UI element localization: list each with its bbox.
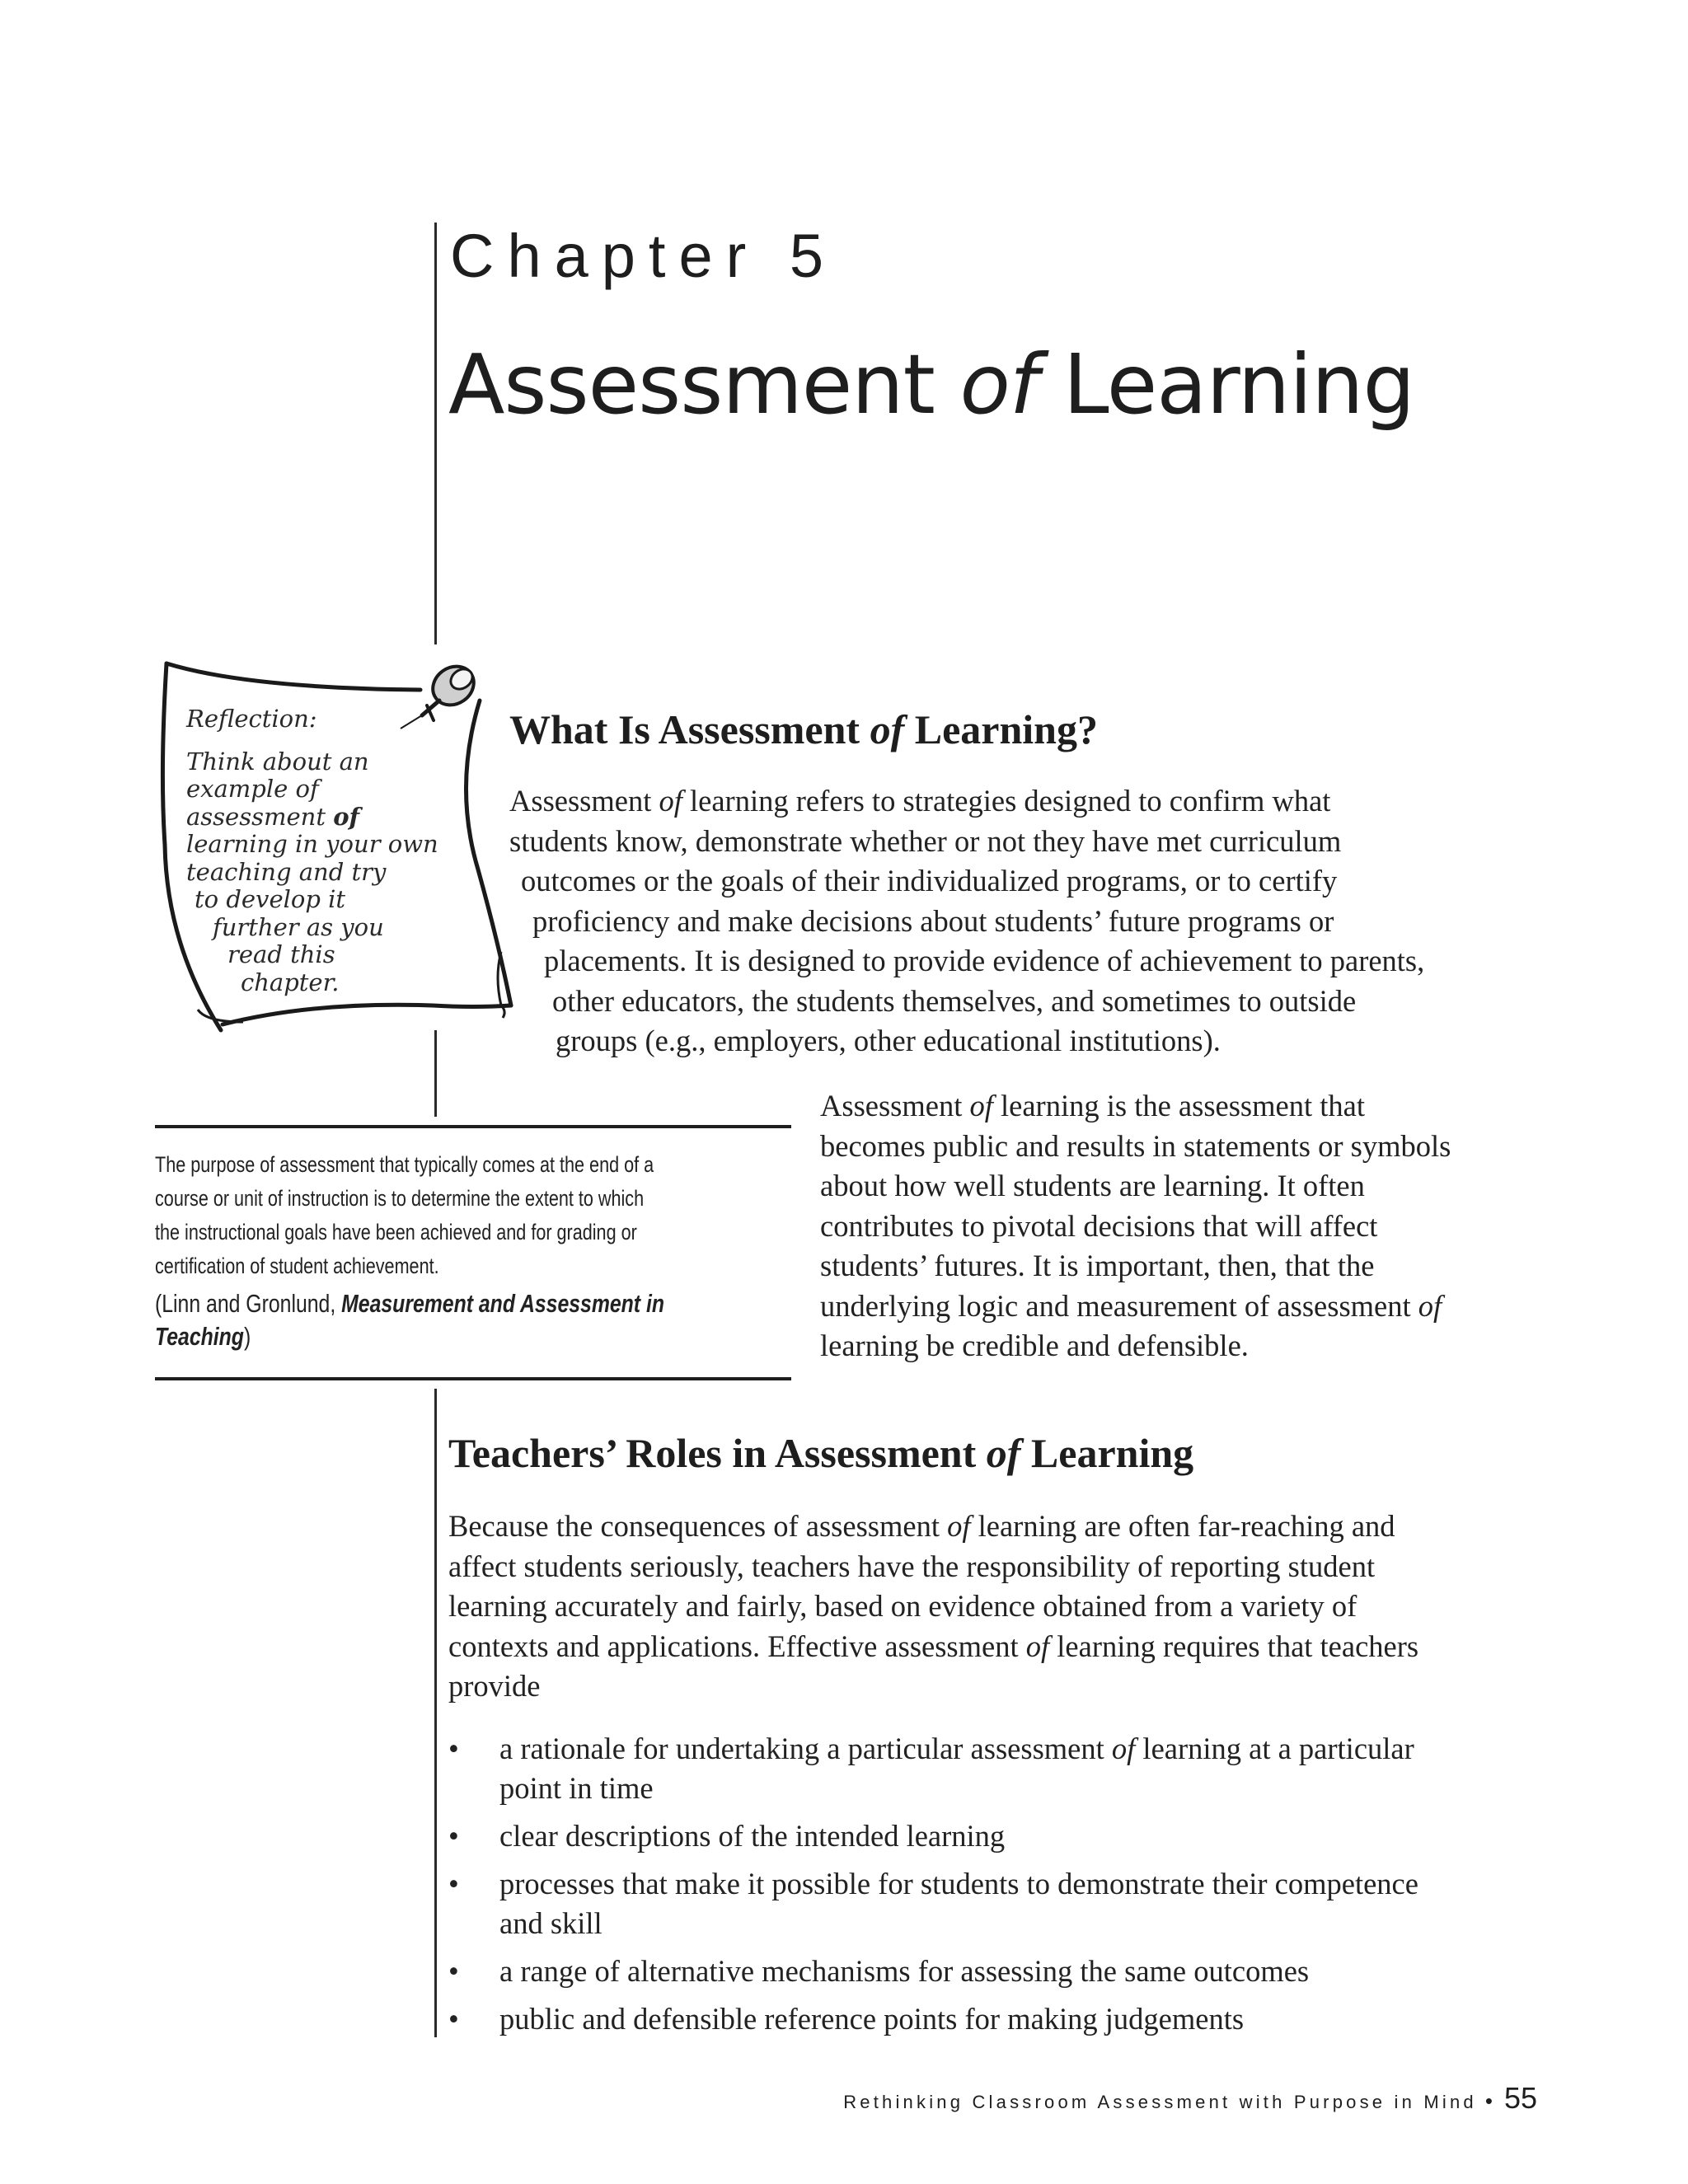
reflection-line: Think about an (186, 747, 369, 776)
bullet-icon: • (448, 1819, 459, 1853)
text-line: learning be credible and defensible. (820, 1329, 1249, 1362)
footer-title: Rethinking Classroom Assessment with Purpose in Mind (843, 2092, 1477, 2112)
list-item (448, 1816, 1418, 1856)
text-line: Assessment of learning refers to strategies designed to confirm what (509, 784, 1331, 818)
list-item-text: a rationale for undertaking a particular assessment of learning at a particular (499, 1732, 1414, 1765)
reflection-line: assessment of (186, 802, 360, 831)
list-item-text: a range of alternative mechanisms for assessing the same outcomes (499, 1954, 1310, 1988)
vertical-rule-bottom (434, 1389, 437, 2037)
text-line: contexts and applications. Effective assessment of learning requires that teachers (448, 1629, 1419, 1663)
list-item-text: public and defensible reference points for making judgements (499, 2002, 1245, 2036)
list-item-text: processes that make it possible for students to demonstrate their competence (499, 1867, 1418, 1900)
list-item (448, 1999, 1418, 2039)
section-heading-what-is: What Is Assessment of Learning? (509, 706, 1098, 752)
text-line: provide (448, 1669, 541, 1703)
citation-line: Teaching) (155, 1322, 251, 1351)
reflection-line: teaching and try (186, 857, 387, 886)
citation-line: (Linn and Gronlund, Measurement and Assessment in (155, 1289, 664, 1318)
quote-line: The purpose of assessment that typically comes at the end of a (155, 1152, 654, 1177)
reflection-line: learning in your own (186, 830, 438, 858)
bullet-icon: • (448, 1867, 459, 1900)
text-line: proficiency and make decisions about students’ future programs or (532, 903, 1334, 938)
text-line: students know, demonstrate whether or not they have met curriculum (509, 823, 1342, 858)
list-item-text: clear descriptions of the intended learning (499, 1819, 1006, 1853)
bullet-icon: • (448, 1732, 459, 1765)
section-heading-teachers-roles: Teachers’ Roles in Assessment of Learning (448, 1430, 1194, 1476)
list-item-text: point in time (499, 1771, 654, 1805)
quote-line: the instructional goals have been achieved and for grading or (155, 1220, 637, 1244)
text-line: underlying logic and measurement of assessment of (820, 1288, 1442, 1323)
text-line: Assessment of learning is the assessment that (820, 1089, 1365, 1122)
quote-citation (155, 1287, 664, 1353)
text-line: placements. It is designed to provide evidence of achievement to parents, (544, 944, 1425, 977)
quote-line: certification of student achievement. (155, 1254, 439, 1278)
reflection-line: further as you (213, 912, 384, 941)
page-number: 55 (1503, 2081, 1537, 2115)
bullet-icon: • (448, 1954, 459, 1988)
list-item (448, 1729, 1418, 1808)
section1-paragraph-2 (820, 1086, 1451, 1366)
page-footer (843, 2081, 1537, 2116)
text-line: becomes public and results in statements or symbols (820, 1128, 1451, 1163)
list-item (448, 1952, 1418, 1991)
text-line: students’ futures. It is important, then, that the (820, 1249, 1375, 1282)
footer-separator: • (1484, 2088, 1493, 2113)
text-line: affect students seriously, teachers have the responsibility of reporting student (448, 1549, 1376, 1583)
vertical-rule-middle (434, 1030, 437, 1117)
reflection-line: Reflection: (186, 705, 317, 733)
reflection-line: chapter. (241, 968, 340, 996)
vertical-rule-top (434, 223, 437, 644)
text-line: contributes to pivotal decisions that will affect (820, 1208, 1378, 1243)
reflection-note (186, 705, 438, 996)
reflection-line: example of (186, 775, 319, 803)
text-line: other educators, the students themselves, and sometimes to outside (552, 983, 1357, 1018)
list-item (448, 1864, 1418, 1943)
section1-paragraph-1 (509, 781, 1424, 1062)
chapter-label: Chapter 5 (450, 222, 837, 290)
text-line: learning accurately and fairly, based on evidence obtained from a variety of (448, 1589, 1357, 1623)
quote-line: course or unit of instruction is to determine the extent to which (155, 1186, 645, 1211)
quote-text (155, 1148, 654, 1283)
text-line: Because the consequences of assessment of learning are often far-reaching and (448, 1509, 1395, 1543)
bullet-icon: • (448, 2002, 459, 2036)
chapter-title: Assessment of Learning (448, 336, 1414, 433)
section2-paragraph (448, 1507, 1418, 1707)
text-line: about how well students are learning. It often (820, 1169, 1365, 1202)
text-line: outcomes or the goals of their individualized programs, or to certify (521, 864, 1338, 898)
requirements-list (448, 1729, 1418, 2047)
text-line: groups (e.g., employers, other educational institutions). (556, 1024, 1221, 1057)
list-item-text: and skill (499, 1906, 603, 1940)
reflection-line: to develop it (195, 885, 346, 913)
reflection-line: read this (227, 940, 335, 968)
